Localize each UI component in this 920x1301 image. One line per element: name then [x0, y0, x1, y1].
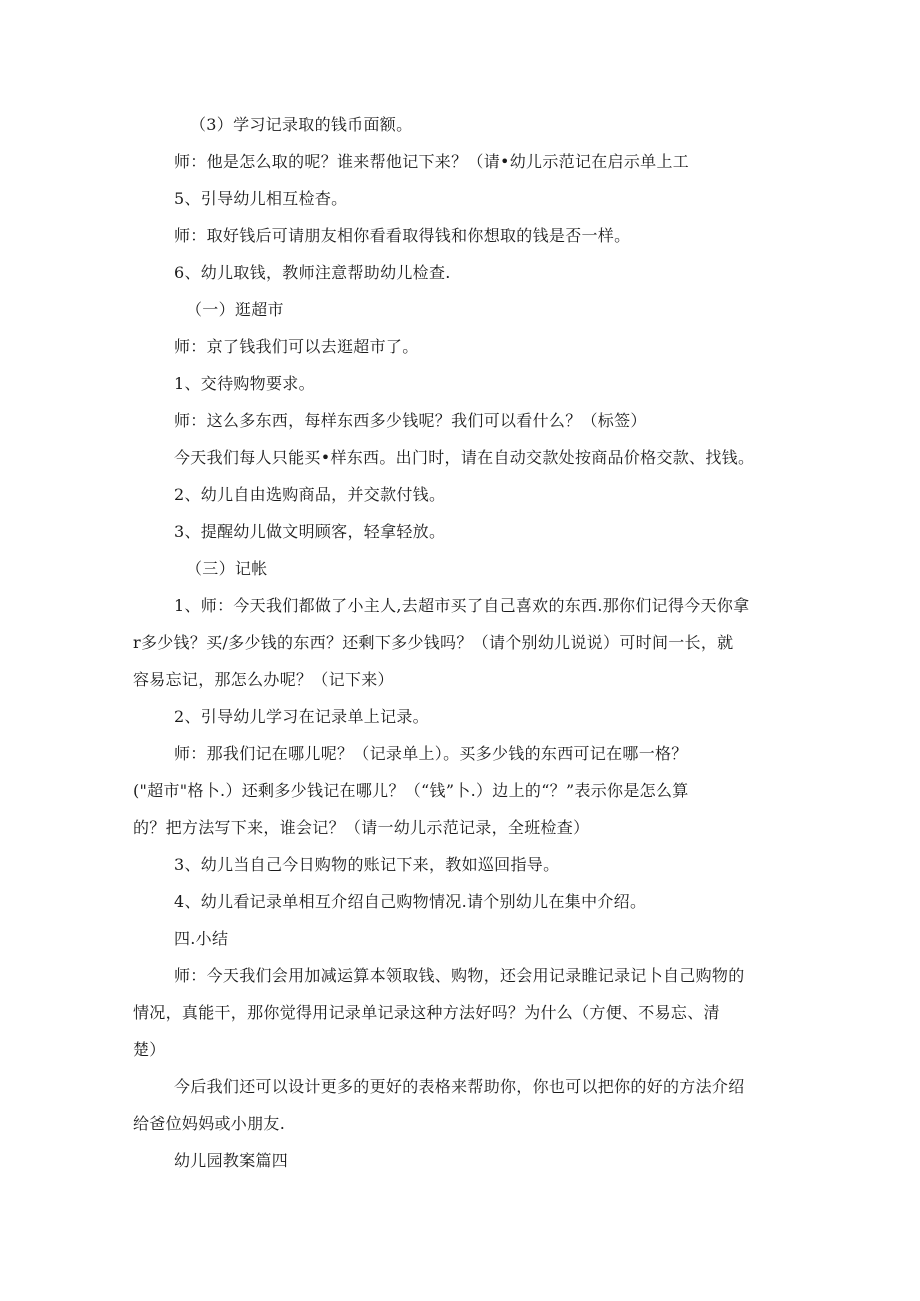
paragraph-line: 2、引导幼儿学习在记录单上记录。: [174, 707, 429, 726]
paragraph-line: 今后我们还可以设计更多的更好的表格来帮助你，你也可以把你的好的方法介绍: [174, 1077, 745, 1096]
paragraph-line: 师：这么多东西，每样东西多少钱呢？我们可以看什么？（标签）: [174, 411, 647, 430]
section-heading: 幼儿园教案篇四: [174, 1151, 289, 1170]
paragraph-line: 师：他是怎么取的呢？谁来帮他记下来？（请•幼儿示范记在启示单上工: [174, 152, 690, 171]
paragraph-line: 给爸位妈妈或小朋友.: [133, 1114, 286, 1133]
paragraph-line: 2、幼儿自由选购商品，并交款付钱。: [174, 485, 446, 504]
section-heading: （一）逛超市: [186, 300, 284, 319]
paragraph-line: （3）学习记录取的钱币面额。: [190, 115, 413, 134]
paragraph-line: 3、幼儿当自己今日购物的账记下来，教如巡回指导。: [174, 855, 560, 874]
paragraph-line: 楚）: [133, 1040, 166, 1059]
paragraph-line: 师：今天我们会用加减运算本领取钱、购物，还会用记录睢记录记卜自己购物的: [174, 966, 745, 985]
paragraph-line: ("超市"格卜.）还剩多少钱记在哪儿？（“钱”卜.）边上的“？”表示你是怎么算: [133, 781, 689, 800]
paragraph-line: 今天我们每人只能买•样东西。出门时，请在自动交款处按商品价格交款、找钱。: [174, 448, 755, 467]
paragraph-line: 师：取好钱后可请朋友相你看看取得钱和你想取的钱是否一样。: [174, 226, 631, 245]
paragraph-line: 6、幼儿取钱，教师注意帮助幼儿检查.: [174, 263, 451, 282]
paragraph-line: 师：那我们记在哪儿呢？（记录单上）。买多少钱的东西可记在哪一格？: [174, 744, 688, 763]
paragraph-line: 的？把方法写下来，谁会记？（请一幼儿示范记录，全班检查）: [133, 818, 590, 837]
paragraph-line: 4、幼儿看记录单相互介绍自己购物情况.请个别幼儿在集中介绍。: [174, 892, 647, 911]
section-heading: （三）记帐: [186, 559, 268, 578]
paragraph-line: r多少钱？买/多少钱的东西？还剩下多少钱吗？（请个别幼儿说说）可时间一长，就: [133, 633, 734, 652]
paragraph-line: 5、引导幼儿相互检杳。: [174, 189, 348, 208]
section-heading: 四.小结: [174, 929, 229, 948]
paragraph-line: 1、师：今天我们都做了小主人,去超市买了自己喜欢的东西.那你们记得今天你拿: [174, 596, 750, 615]
paragraph-line: 师：京了钱我们可以去逛超市了。: [174, 337, 419, 356]
paragraph-line: 3、提醒幼儿做文明顾客，轻拿轻放。: [174, 522, 446, 541]
paragraph-line: 1、交待购物要求。: [174, 374, 315, 393]
paragraph-line: 情况，真能干，那你觉得用记录单记录这种方法好吗？为什么（方便、不易忘、清: [133, 1003, 720, 1022]
paragraph-line: 容易忘记，那怎么办呢？（记下来）: [133, 670, 394, 689]
